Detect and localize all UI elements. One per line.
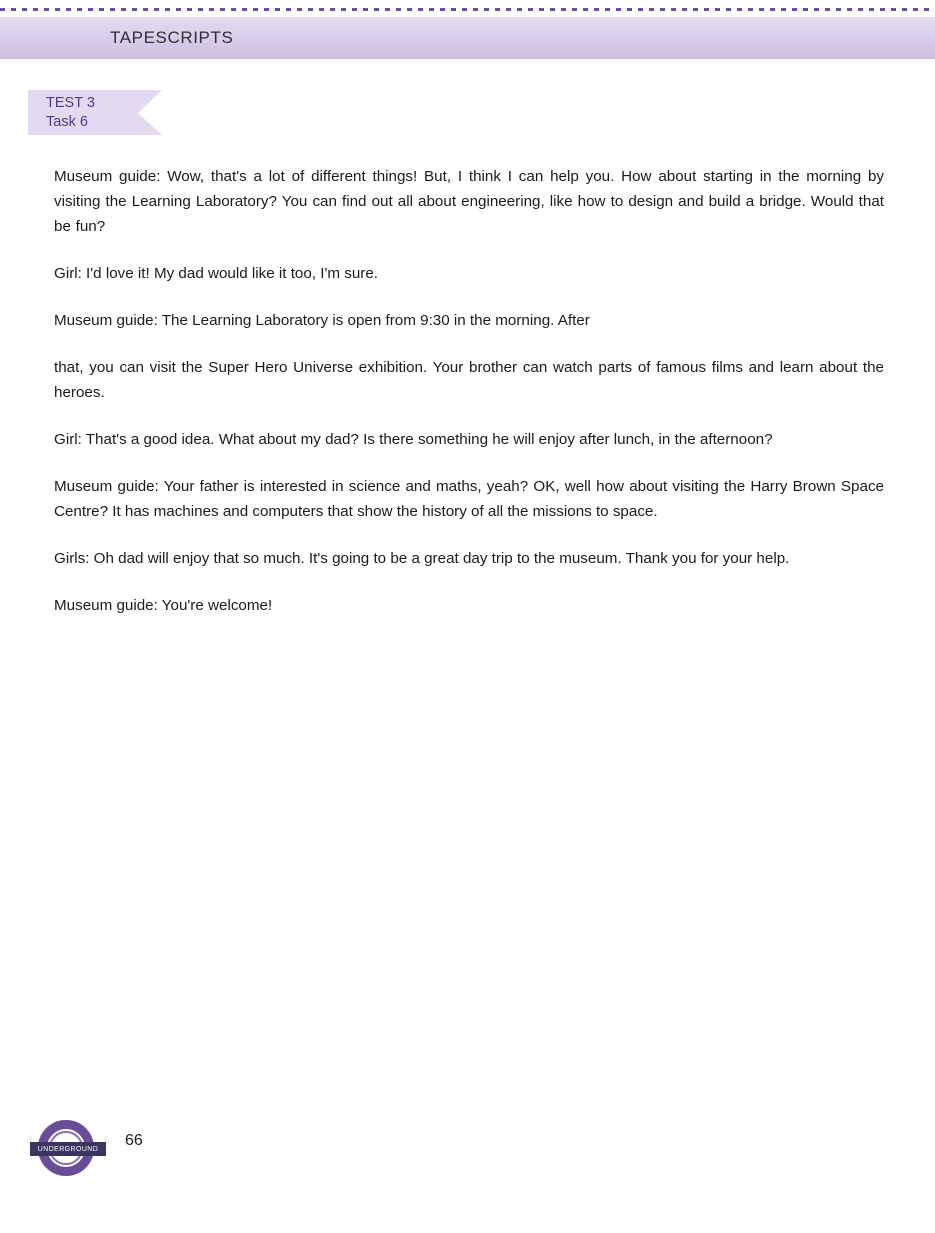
- transcript-paragraph: Girl: I'd love it! My dad would like it too, I'm sure.: [54, 265, 379, 282]
- transcript-paragraph: that, you can visit the Super Hero Universe exhibition. Your brother can watch parts of famous films and learn about the heroes.: [54, 359, 884, 401]
- logo-bar-text: UNDERGROUND: [37, 1145, 99, 1153]
- underground-logo-icon: [30, 1118, 112, 1178]
- transcript-paragraph: Girl: That's a good idea. What about my dad? Is there something he will enjoy after lunch, in the afternoon?: [54, 431, 773, 448]
- transcript-paragraph: Museum guide: You're welcome!: [54, 597, 273, 614]
- tapescript-body: [54, 164, 884, 640]
- transcript-paragraph: Museum guide: Your father is interested in science and maths, yeah? OK, well how about visiting the Harry Brown Space Centre? It has machines and computers that show the history of all the missions to space.: [54, 478, 884, 520]
- page-title: TAPESCRIPTS: [110, 28, 234, 47]
- transcript-paragraph: Museum guide: Wow, that's a lot of different things! But, I think I can help you. How about starting in the morning by visiting the Learning Laboratory? You can find out all about engineering, like how to design and build a bridge. Would that be fun?: [54, 168, 884, 235]
- test-task-tab-arrow: [138, 90, 162, 135]
- logo-bar: [30, 1142, 106, 1156]
- transcript-paragraph: Museum guide: The Learning Laboratory is open from 9:30 in the morning. After: [54, 312, 590, 329]
- transcript-paragraph: Girls: Oh dad will enjoy that so much. It's going to be a great day trip to the museum. Thank you for your help.: [54, 550, 790, 567]
- page-number: 66: [125, 1132, 143, 1149]
- task-label: Task 6: [46, 114, 88, 130]
- header-dotted-rule: [0, 8, 935, 11]
- test-label: TEST 3: [46, 95, 95, 111]
